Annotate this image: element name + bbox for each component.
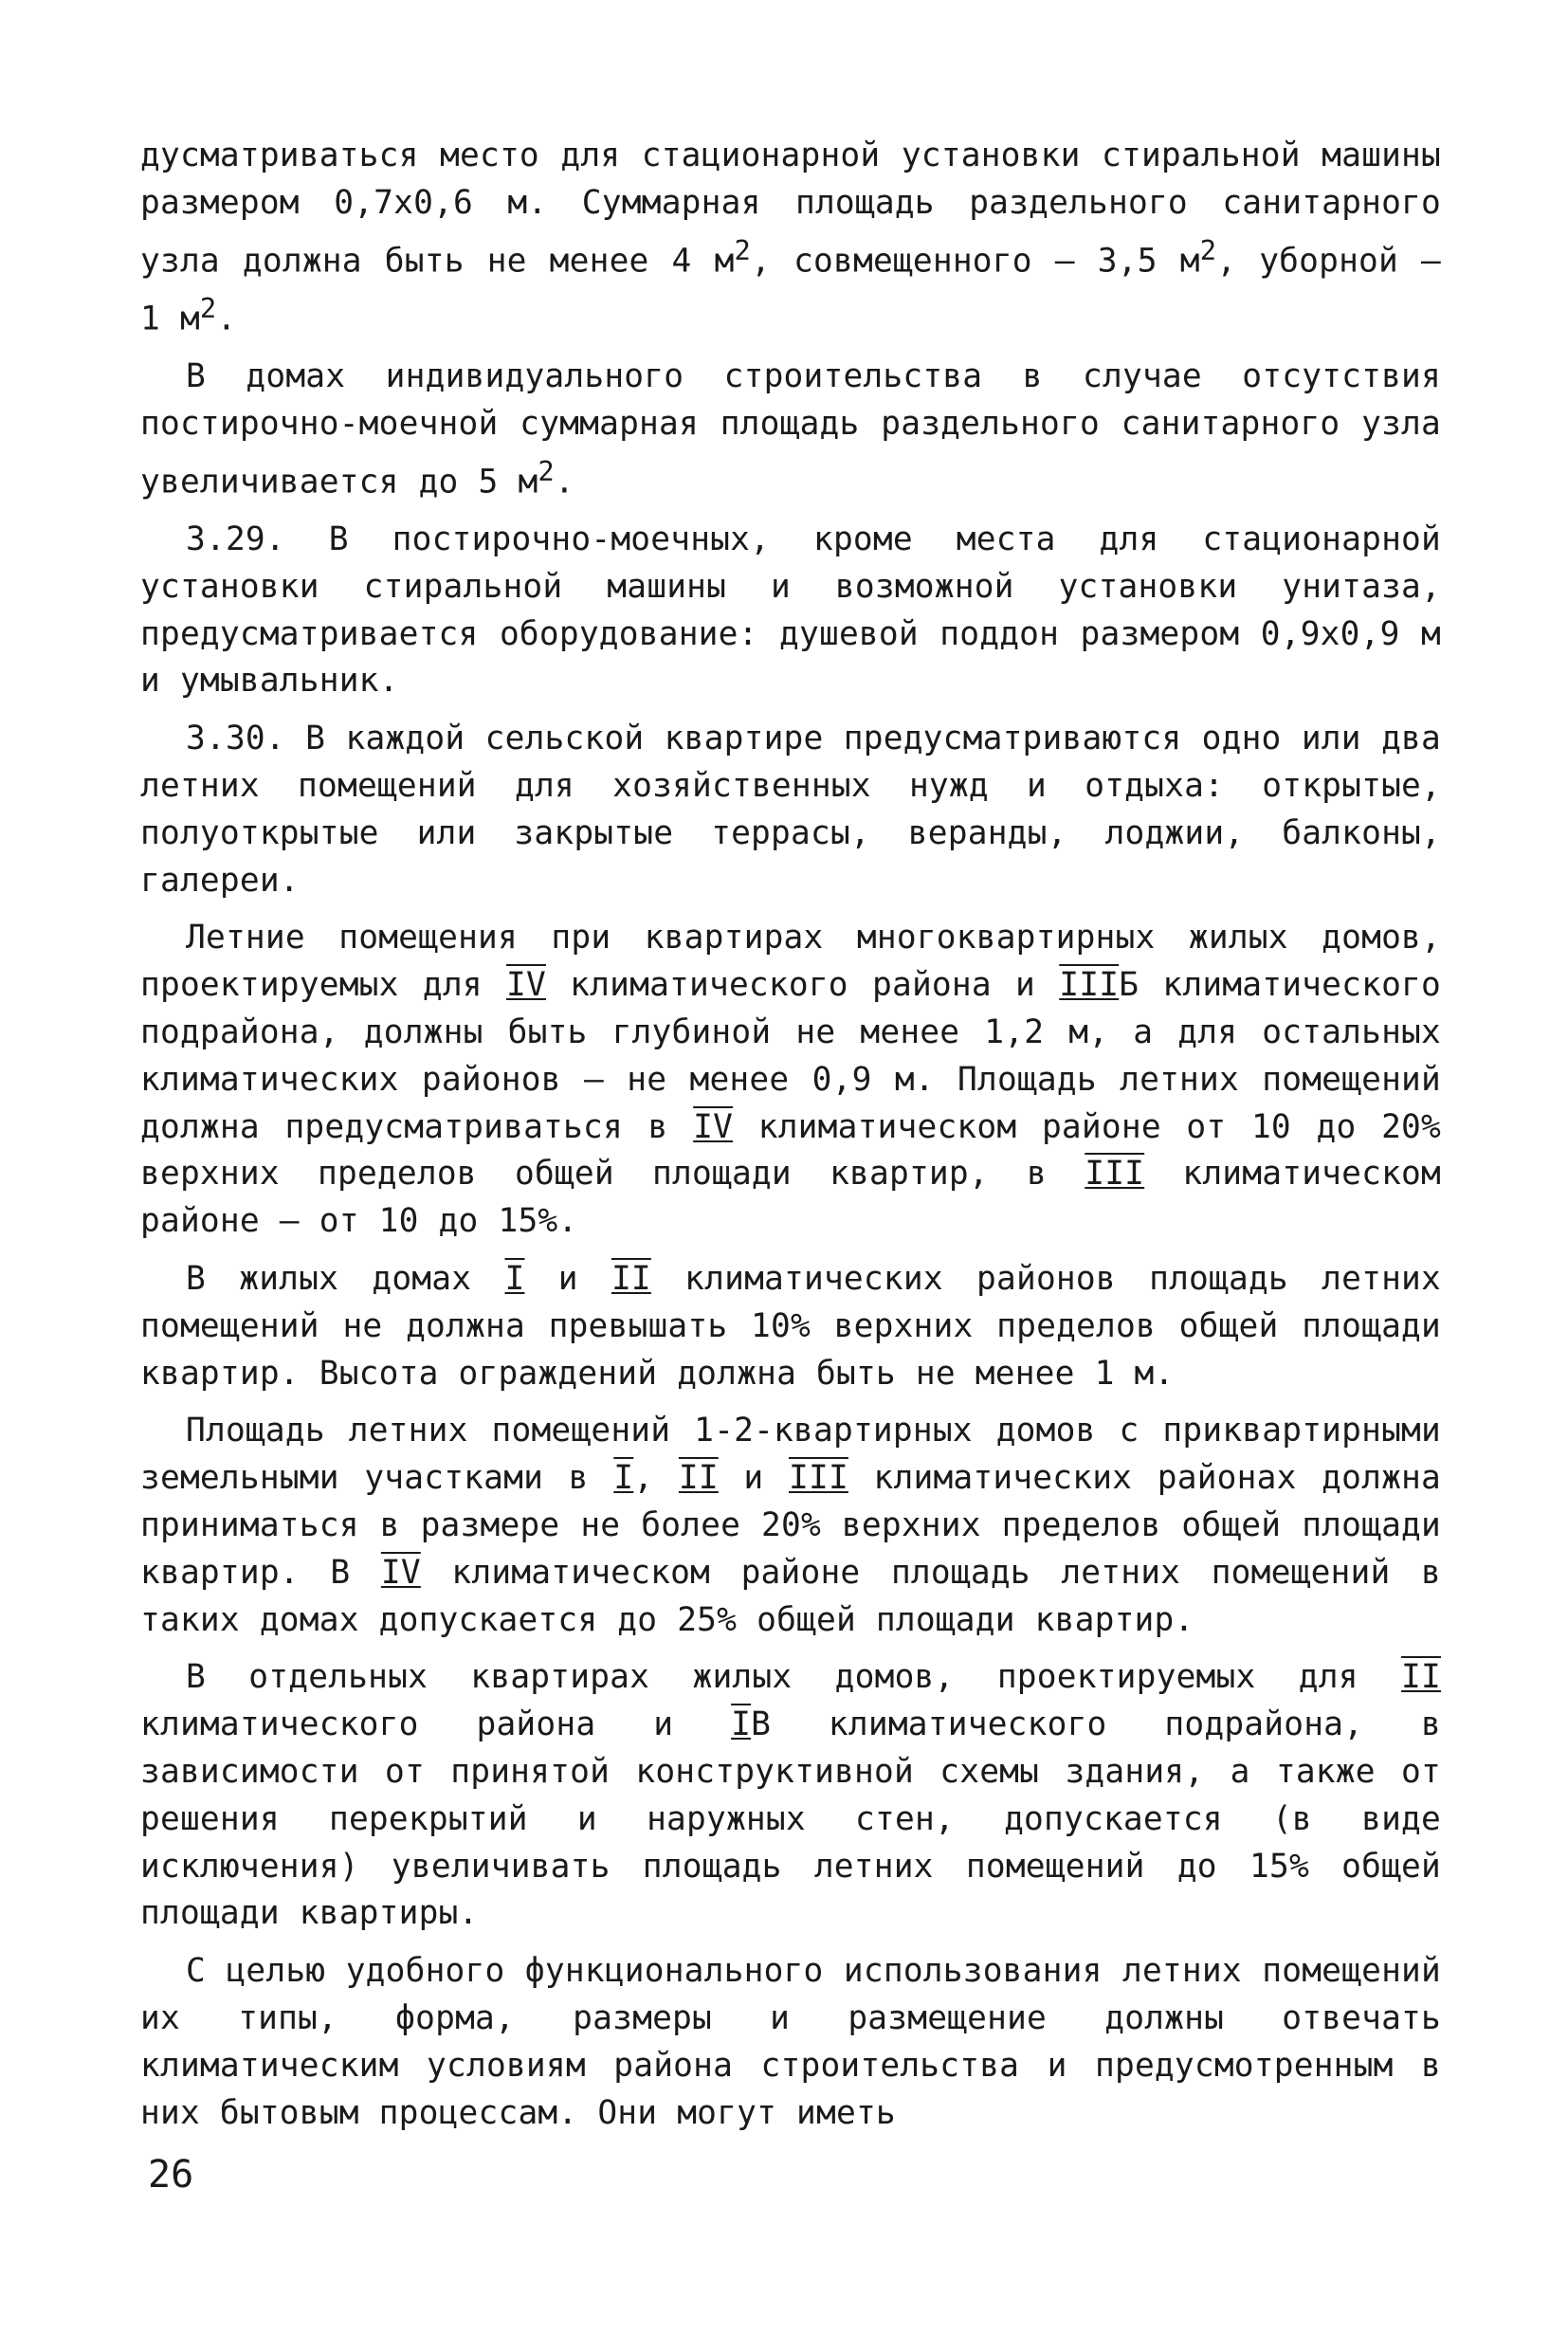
paragraph: Площадь летних помещений 1-2-квартирных домов с приквартирными земельными участками в I, II и III климатических районах должна приниматься в размере не более 20% верхних пределов общей площади квартир. В IV климатическом районе площадь летних помещений в таких домах допускается до 25% общей площади квартир.	[140, 1412, 1442, 1639]
paragraph: В жилых домах I и II климатических районов площадь летних помещений не должна превышать 10% верхних пределов общей площади квартир. Высота ограждений должна быть не менее 1 м.	[140, 1260, 1441, 1393]
paragraph: С целью удобного функционального использования летних помещений их типы, форма, размеры и размещение должны отвечать климатическим условиям района строительства и предусмотренным в них бытовым процессам. Они могут иметь	[140, 1952, 1441, 2132]
paragraph: Летние помещения при квартирах многоквартирных жилых домов, проектируемых для IV климатического района и IIIБ климатического подрайона, должны быть глубиной не менее 1,2 м, а для остальных климатических районов – не менее 0,9 м. Площадь летних помещений должна предусматриваться в IV климатическом районе от 10 до 20% верхних пределов общей площади квартир, в III климатическом районе – от 10 до 15%.	[140, 919, 1441, 1241]
paragraph: дусматриваться место для стационарной установки стиральной машины размером 0,7х0,6 м. Суммарная площадь раздельного санитарного узла должна быть не менее 4 $м^2$, совмещенного – 3,5 $м^2$, уборной – 1 $м^2$.	[140, 137, 1442, 338]
paragraph: 3.30. В каждой сельской квартире предусматриваются одно или два летних помещений для хозяйственных нужд и отдыха: открытые, полуоткрытые или закрытые террасы, веранды, лоджии, балконы, галереи.	[140, 720, 1441, 900]
paragraph: В домах индивидуального строительства в случае отсутствия постирочно-моечной суммарная площадь раздельного санитарного узла увеличивается до 5 $м^2$.	[140, 357, 1441, 501]
paragraph: В отдельных квартирах жилых домов, проектируемых для II климатического района и IВ климатического подрайона, в зависимости от принятой конструктивной схемы здания, а также от решения перекрытий и наружных стен, допускается (в виде исключения) увеличивать площадь летних помещений до 15% общей площади квартиры.	[140, 1658, 1441, 1933]
page-body	[140, 133, 1441, 2147]
page-number: 26	[148, 2153, 194, 2197]
paragraph: 3.29. В постирочно-моечных, кроме места для стационарной установки стиральной машины и возможной установки унитаза, предусматривается оборудование: душевой поддон размером 0,9х0,9 м и умывальник.	[140, 520, 1441, 701]
